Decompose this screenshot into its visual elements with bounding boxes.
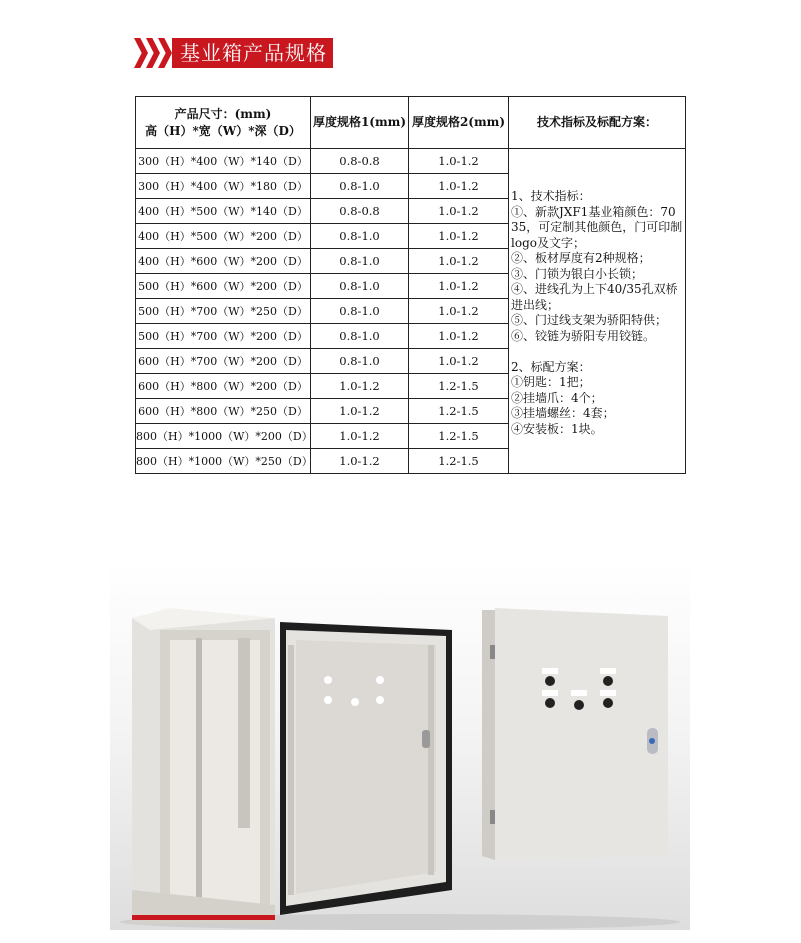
thickness1-cell: 0.8-0.8 — [311, 199, 409, 224]
thickness2-cell: 1.0-1.2 — [409, 349, 509, 374]
closed-cabinet — [482, 608, 668, 860]
size-cell: 500（H）*600（W）*200（D） — [136, 274, 311, 299]
thickness1-cell: 0.8-1.0 — [311, 324, 409, 349]
open-cabinet — [132, 608, 452, 923]
cabinet-photo-graphic — [110, 560, 690, 930]
tech-header: 技术指标及标配方案： — [509, 97, 686, 149]
thickness1-cell: 1.0-1.2 — [311, 449, 409, 474]
size-cell: 600（H）*800（W）*250（D） — [136, 399, 311, 424]
chevron-arrows-icon — [134, 38, 170, 68]
size-cell: 400（H）*600（W）*200（D） — [136, 249, 311, 274]
thickness2-cell: 1.0-1.2 — [409, 149, 509, 174]
product-photo — [110, 560, 690, 930]
thickness2-cell: 1.0-1.2 — [409, 224, 509, 249]
size-cell: 800（H）*1000（W）*250（D） — [136, 449, 311, 474]
thickness1-cell: 0.8-0.8 — [311, 149, 409, 174]
size-header-line2: 高（H）*宽（W）*深（D） — [145, 123, 301, 138]
thickness2-cell: 1.2-1.5 — [409, 424, 509, 449]
size-header-line1: 产品尺寸：(mm) — [174, 106, 272, 121]
thickness1-cell: 0.8-1.0 — [311, 174, 409, 199]
thickness2-header: 厚度规格2(mm) — [409, 97, 509, 149]
spec-table — [135, 96, 686, 474]
thickness1-cell: 1.0-1.2 — [311, 399, 409, 424]
thickness2-cell: 1.0-1.2 — [409, 324, 509, 349]
thickness2-cell: 1.0-1.2 — [409, 274, 509, 299]
size-header — [136, 97, 311, 149]
thickness1-cell: 0.8-1.0 — [311, 349, 409, 374]
thickness2-cell: 1.0-1.2 — [409, 174, 509, 199]
thickness1-cell: 1.0-1.2 — [311, 374, 409, 399]
thickness1-cell: 0.8-1.0 — [311, 224, 409, 249]
thickness2-cell: 1.2-1.5 — [409, 449, 509, 474]
thickness2-cell: 1.2-1.5 — [409, 374, 509, 399]
section-title: 基业箱产品规格 — [172, 38, 333, 68]
thickness1-header: 厚度规格1(mm) — [311, 97, 409, 149]
thickness2-cell: 1.0-1.2 — [409, 249, 509, 274]
thickness1-cell: 0.8-1.0 — [311, 249, 409, 274]
size-cell: 400（H）*500（W）*200（D） — [136, 224, 311, 249]
size-cell: 400（H）*500（W）*140（D） — [136, 199, 311, 224]
size-cell: 600（H）*700（W）*200（D） — [136, 349, 311, 374]
thickness1-cell: 0.8-1.0 — [311, 299, 409, 324]
size-cell: 800（H）*1000（W）*200（D） — [136, 424, 311, 449]
table-row — [136, 149, 686, 174]
size-cell: 500（H）*700（W）*250（D） — [136, 299, 311, 324]
size-cell: 300（H）*400（W）*140（D） — [136, 149, 311, 174]
size-cell: 600（H）*800（W）*200（D） — [136, 374, 311, 399]
thickness2-cell: 1.0-1.2 — [409, 199, 509, 224]
table-header-row — [136, 97, 686, 149]
tech-notes-cell: 1、技术指标： ①、新款JXF1基业箱颜色：7035，可定制其他颜色，门可印制logo及文字； ②、板材厚度有2种规格； ③、门锁为银白小长锁； ④、进线孔为上下40/35孔双桥进出线； ⑤、门过线支架为骄阳特供； ⑥、铰链为骄阳专用铰链。 2、标配方案： ①钥匙：1把； ②挂墙爪：4个； ③挂墙螺丝：4套； ④安装板：1块。 — [509, 149, 686, 474]
thickness2-cell: 1.0-1.2 — [409, 299, 509, 324]
thickness1-cell: 0.8-1.0 — [311, 274, 409, 299]
thickness2-cell: 1.2-1.5 — [409, 399, 509, 424]
size-cell: 300（H）*400（W）*180（D） — [136, 174, 311, 199]
size-cell: 500（H）*700（W）*200（D） — [136, 324, 311, 349]
section-heading — [134, 38, 333, 68]
thickness1-cell: 1.0-1.2 — [311, 424, 409, 449]
